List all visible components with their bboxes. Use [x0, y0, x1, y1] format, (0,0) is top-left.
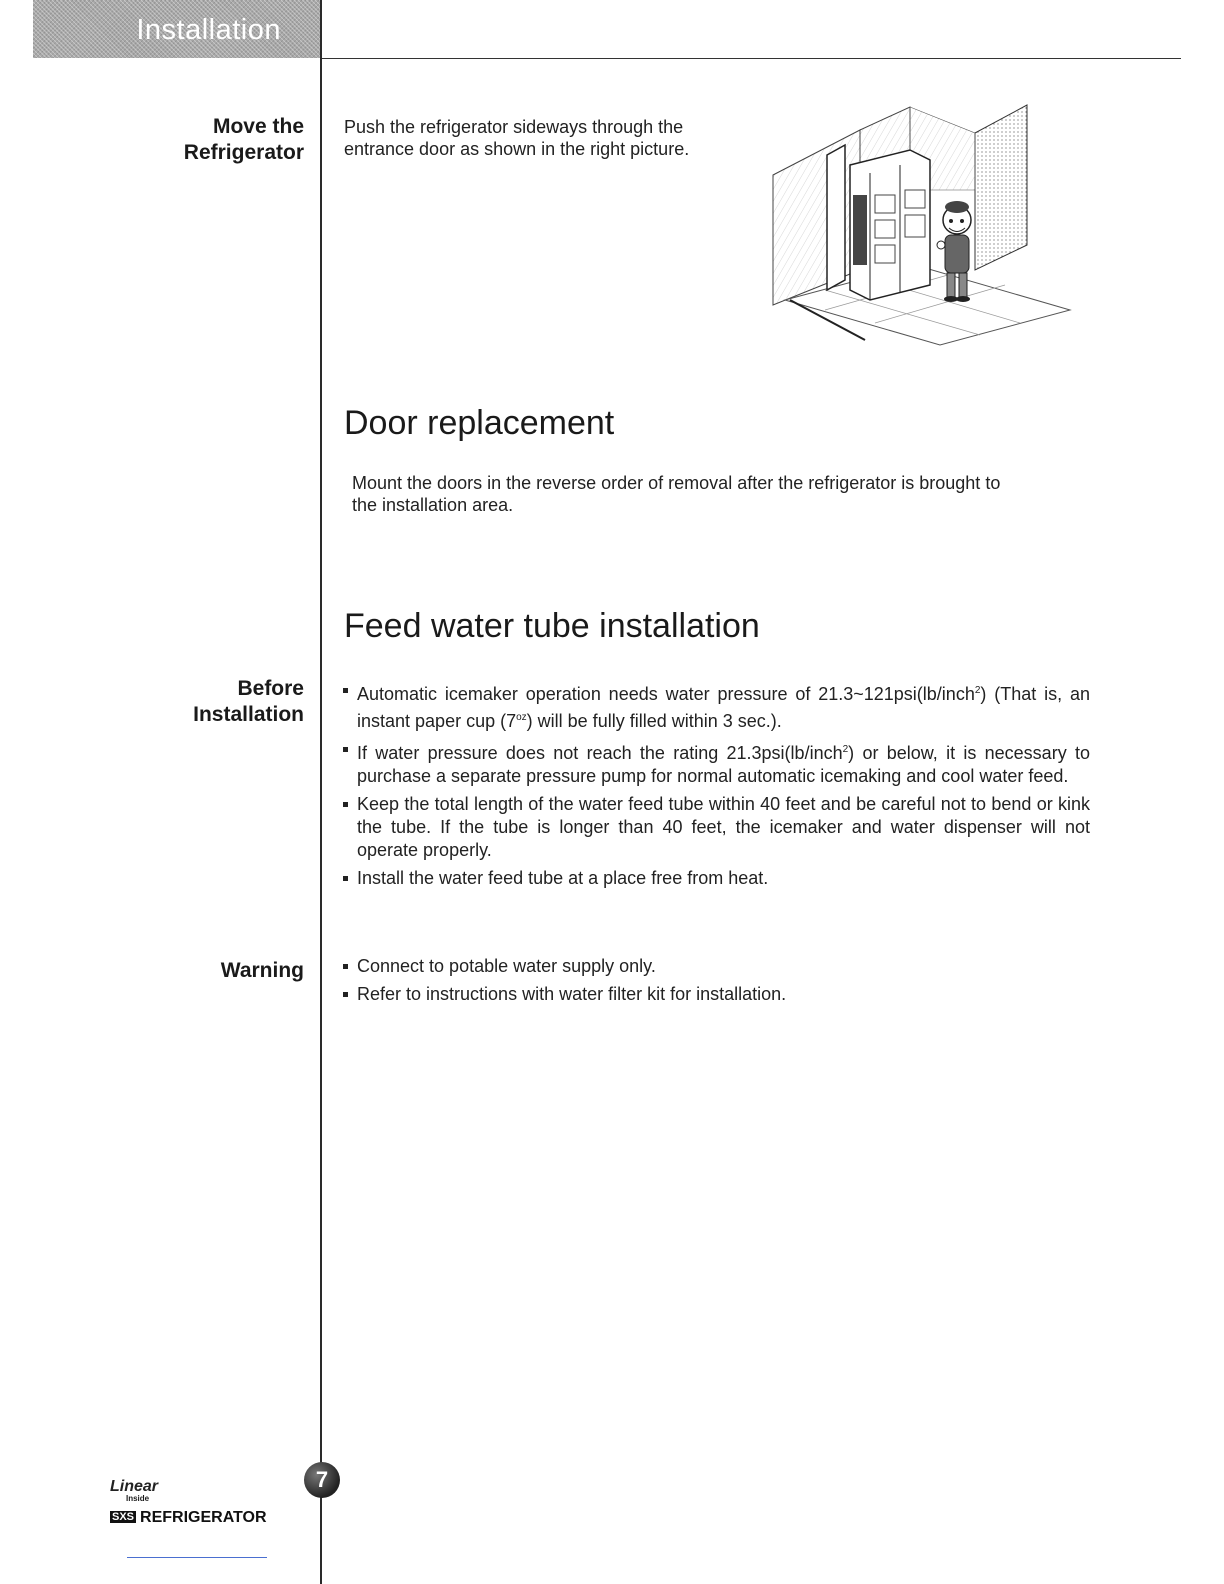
door-replacement-text [352, 472, 1092, 516]
list-item [342, 955, 1090, 978]
section-header-tab [33, 0, 321, 58]
section-header-title: Installation [136, 14, 281, 46]
side-label-line: Refrigerator [183, 141, 304, 164]
side-label-line: Warning [220, 959, 304, 982]
warning-list [342, 955, 1090, 1011]
side-label-move-refrigerator [184, 114, 304, 166]
refrigerator-wordmark: REFRIGERATOR [140, 1509, 267, 1526]
logo-inside-text: Inside [126, 1494, 150, 1503]
bullet-icon [343, 992, 348, 997]
bullet-text: ) (That is, an instant paper cup (7 [357, 684, 1090, 731]
bullet-text: Refer to instructions with water filter kit for installation. [357, 984, 787, 1004]
superscript: oz [516, 712, 527, 723]
bullet-icon [343, 802, 348, 807]
superscript: 2 [974, 685, 981, 696]
superscript: 2 [842, 744, 849, 755]
footer-line [127, 1557, 267, 1558]
list-item [342, 983, 1090, 1006]
bullet-icon [343, 876, 348, 881]
text-line: Push the refrigerator sideways through the [344, 117, 684, 137]
page-number-badge: 7 [304, 1462, 340, 1498]
logo-linear-text: Linear [110, 1478, 159, 1495]
sxs-badge: SXS [112, 1511, 135, 1523]
list-item [342, 738, 1090, 788]
bullet-text: Automatic icemaker operation needs water pressure of 21.3~121psi(lb/inch [357, 684, 975, 704]
header-rule [321, 58, 1181, 59]
side-label-before-installation [193, 676, 304, 728]
side-label-line: Installation [193, 703, 304, 726]
linear-inside-logo [110, 1478, 267, 1527]
moving-refrigerator-illustration [765, 95, 1075, 350]
door-replacement-title: Door replacement [344, 404, 615, 442]
move-refrigerator-text [344, 116, 744, 160]
bullet-icon [343, 964, 348, 969]
before-installation-list [342, 679, 1090, 895]
side-label-line: Before [237, 677, 304, 700]
list-item [342, 867, 1090, 890]
bullet-icon [343, 688, 348, 693]
sxs-refrigerator-logo [110, 1509, 267, 1527]
bullet-text: Connect to potable water supply only. [357, 956, 656, 976]
bullet-icon [343, 747, 348, 752]
bullet-text: ) will be fully filled within 3 sec.). [526, 711, 782, 731]
column-divider [320, 0, 322, 1584]
text-line: entrance door as shown in the right picture. [344, 139, 690, 159]
feed-water-tube-title: Feed water tube installation [344, 607, 760, 645]
side-label-warning [221, 958, 304, 984]
list-item [342, 793, 1090, 862]
list-item [342, 679, 1090, 733]
text-line: Mount the doors in the reverse order of removal after the refrigerator is brought to [352, 473, 1001, 493]
bullet-text: If water pressure does not reach the rating 21.3psi(lb/inch [357, 743, 843, 763]
side-label-line: Move the [212, 115, 304, 138]
bullet-text: Keep the total length of the water feed tube within 40 feet and be careful not to bend or kink the tube. If the tube is longer than 40 feet, the icemaker and water dispenser will not operate properly. [357, 794, 1090, 860]
bullet-text: Install the water feed tube at a place free from heat. [357, 868, 769, 888]
text-line: the installation area. [352, 495, 514, 515]
bullet-text: ) or below, it is necessary to purchase a separate pressure pump for normal automatic icemaking and cool water feed. [357, 743, 1090, 786]
